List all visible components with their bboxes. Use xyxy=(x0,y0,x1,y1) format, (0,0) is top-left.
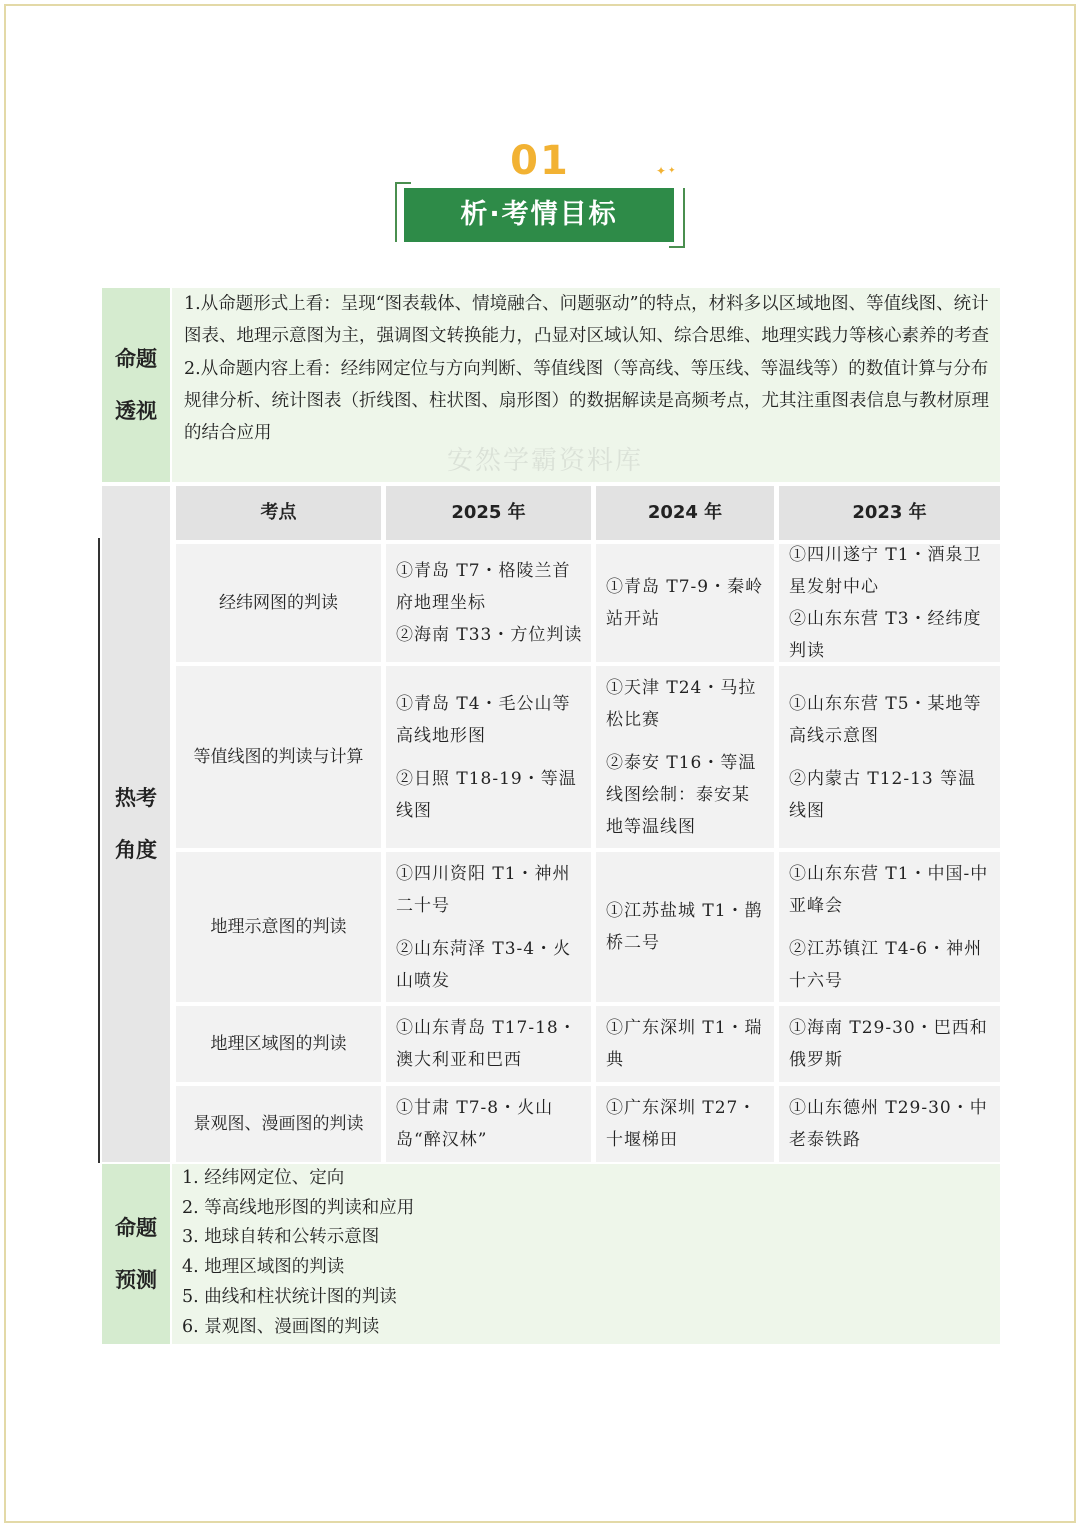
exam-item: ①海南 T29-30・巴西和俄罗斯 xyxy=(789,1018,988,1070)
label-line: 透视 xyxy=(115,399,157,423)
exam-item: ①四川遂宁 T1・酒泉卫星发射中心 xyxy=(789,545,982,597)
exam-item: ②江苏镇江 T4-6・神州十六号 xyxy=(789,938,983,991)
exam-item: ②泰安 T16・等温线图绘制：泰安某地等温线图 xyxy=(606,752,757,837)
exam-item: ②日照 T18-19・等温线图 xyxy=(396,768,577,821)
analysis-paragraph: 1.从命题形式上看：呈现“图表载体、情境融合、问题驱动”的特点，材料多以区域地图、等值线图、统计图表、地理示意图为主，强调图文转换能力，凸显对区域认知、综合思维、地理实践力等核心素养的考查 xyxy=(184,294,989,347)
exam-item: ①广东深圳 T1・瑞典 xyxy=(606,1018,763,1070)
exam-item: ①江苏盐城 T1・鹊桥二号 xyxy=(606,901,763,953)
table-topic: 经纬网图的判读 xyxy=(176,544,381,662)
label-line: 命题 xyxy=(115,347,157,371)
table-header: 考点 xyxy=(176,486,381,540)
exam-item: ①山东东营 T5・某地等高线示意图 xyxy=(789,693,982,746)
table-topic: 地理示意图的判读 xyxy=(176,852,381,1002)
table-cell xyxy=(596,544,774,662)
exam-item: ①青岛 T7・格陵兰首府地理坐标 xyxy=(396,561,571,613)
table-cell xyxy=(386,1006,591,1082)
section-number: 01 xyxy=(510,138,570,184)
table-cell xyxy=(779,544,1000,662)
watermark: 安然学霸资料库 xyxy=(446,446,643,476)
list-item: 4. 地理区域图的判读 xyxy=(182,1257,345,1278)
list-item: 3. 地球自转和公转示意图 xyxy=(182,1227,380,1248)
exam-item: ①四川资阳 T1・神州二十号 xyxy=(396,863,571,916)
list-item: 5. 曲线和柱状统计图的判读 xyxy=(182,1286,397,1307)
table-cell xyxy=(596,666,774,848)
exam-item: ①甘肃 T7-8・火山岛“醉汉林” xyxy=(396,1098,554,1150)
exam-points-table xyxy=(172,484,1000,1164)
table-cell xyxy=(596,1086,774,1162)
exam-item: ②内蒙古 T12-13 等温线图 xyxy=(789,768,977,821)
table-header: 2024 年 xyxy=(596,486,774,540)
table-cell xyxy=(779,1086,1000,1162)
table-cell xyxy=(386,544,591,662)
exam-item: ②山东东营 T3・经纬度判读 xyxy=(789,609,982,661)
table-topic: 等值线图的判读与计算 xyxy=(176,666,381,848)
exam-item: ①广东深圳 T27・十堰梯田 xyxy=(606,1098,757,1150)
table-cell xyxy=(596,852,774,1002)
table-topic: 景观图、漫画图的判读 xyxy=(176,1086,381,1162)
exam-item: ①青岛 T7-9・秦岭站开站 xyxy=(606,577,764,629)
table-cell xyxy=(386,1086,591,1162)
section-title: 析·考情目标 xyxy=(404,188,674,242)
table-cell xyxy=(779,1006,1000,1082)
list-item: 6. 景观图、漫画图的判读 xyxy=(182,1316,380,1337)
exam-item: ②山东菏泽 T3-4・火山喷发 xyxy=(396,938,572,991)
divider-line xyxy=(98,538,100,1163)
label-line: 角度 xyxy=(115,838,157,862)
label-line: 预测 xyxy=(115,1268,157,1292)
label-line: 命题 xyxy=(115,1216,157,1240)
table-topic: 地理区域图的判读 xyxy=(176,1006,381,1082)
label-mingti-yuce xyxy=(102,1164,170,1344)
analysis-paragraph: 2.从命题内容上看：经纬网定位与方向判断、等值线图（等高线、等压线、等温线等）的数值计算与分布规律分析、统计图表（折线图、柱状图、扇形图）的数据解读是高频考点，尤其注重图表信息与教材原理的结合应用 xyxy=(184,358,989,444)
exam-item: ①山东德州 T29-30・中老泰铁路 xyxy=(789,1098,988,1150)
table-header: 2023 年 xyxy=(779,486,1000,540)
table-cell xyxy=(779,666,1000,848)
exam-item: ①山东东营 T1・中国-中亚峰会 xyxy=(789,863,989,916)
list-item: 1. 经纬网定位、定向 xyxy=(182,1168,345,1188)
table-cell xyxy=(386,852,591,1002)
table-cell xyxy=(386,666,591,848)
table-header: 2025 年 xyxy=(386,486,591,540)
label-rekao-jiaodu xyxy=(102,486,170,1162)
exam-item: ①山东青岛 T17-18・澳大利亚和巴西 xyxy=(396,1018,577,1070)
table-cell xyxy=(779,852,1000,1002)
label-mingti-toushi xyxy=(102,288,170,482)
exam-item: ②海南 T33・方位判读 xyxy=(396,625,583,645)
prediction-list xyxy=(172,1164,1000,1344)
label-line: 热考 xyxy=(115,786,157,810)
sparkle-icon: ✦ xyxy=(668,166,676,176)
table-cell xyxy=(596,1006,774,1082)
sparkle-icon: ✦ xyxy=(656,164,667,178)
exam-item: ①青岛 T4・毛公山等高线地形图 xyxy=(396,693,571,746)
exam-item: ①天津 T24・马拉松比赛 xyxy=(606,677,757,730)
list-item: 2. 等高线地形图的判读和应用 xyxy=(182,1197,415,1218)
